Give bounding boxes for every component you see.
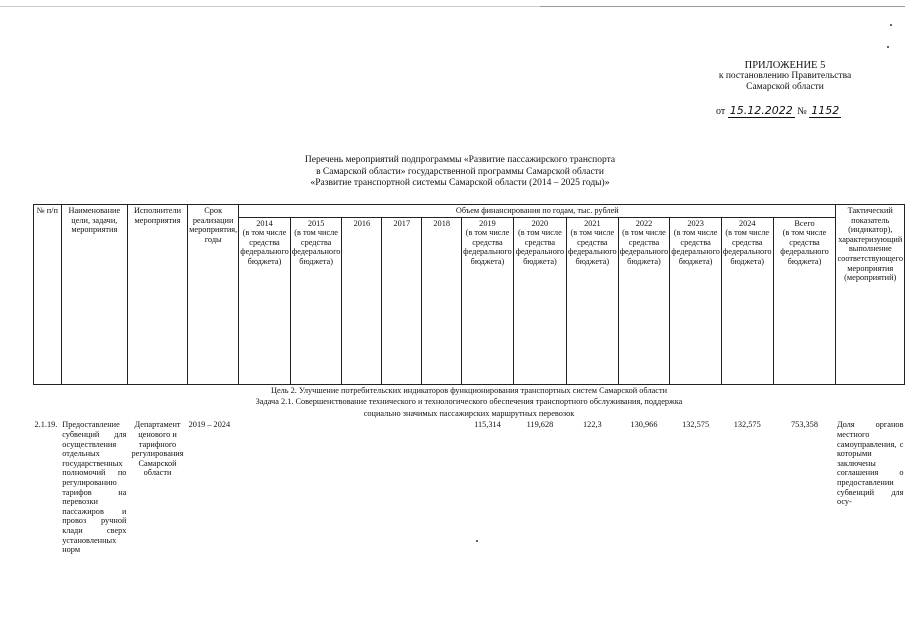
year-label: 2018 <box>433 218 450 228</box>
header-year <box>567 217 619 384</box>
year-label: 2016 <box>353 218 371 228</box>
scan-speck <box>476 540 478 542</box>
row-number: 2.1.19. <box>34 420 58 430</box>
row-total: 753,358 <box>791 420 818 430</box>
year-note: (в том числе средства федерального бюджета) <box>240 228 289 266</box>
appendix-title: ПРИЛОЖЕНИЕ 5 <box>744 60 826 71</box>
goal-row: Цель 2. Улучшение потребительских индикаторов функционирования транспортных систем Самарской области <box>270 385 668 395</box>
appendix-header <box>700 60 870 93</box>
header-year <box>342 217 382 384</box>
header-funding: Объем финансирования по годам, тыс. рублей <box>239 205 836 218</box>
document-title <box>250 155 670 190</box>
header-year <box>239 217 291 384</box>
title-line: «Развитие транспортной системы Самарской области (2014 – 2025 годы)» <box>310 178 610 188</box>
row-value <box>239 419 291 555</box>
top-scan-line-dark <box>540 6 905 7</box>
row-indicator: Доля органов местного самоуправления, с которыми заключены соглашения о предоставлении субвенций для осу- <box>836 420 904 507</box>
year-label: 2015 <box>307 218 325 228</box>
header-year <box>462 217 514 384</box>
row-term: 2019 – 2024 <box>188 420 231 430</box>
header-executors: Исполнители мероприятия <box>127 205 187 385</box>
row-value: 122,3 <box>583 420 602 430</box>
decree-date-line <box>716 104 841 117</box>
year-label: 2021 <box>584 218 601 228</box>
year-note: (в том числе средства федерального бюджета) <box>722 228 772 266</box>
row-value: 130,966 <box>630 420 658 430</box>
year-note: (в том числе средства федерального бюджета) <box>463 228 512 266</box>
scan-speck <box>887 46 889 48</box>
year-note: (в том числе средства федерального бюджета) <box>568 228 617 266</box>
year-note: (в том числе средства федерального бюджета) <box>515 228 565 266</box>
header-year <box>382 217 422 384</box>
appendix-line: Самарской области <box>746 82 824 92</box>
header-indicator: Тактический показатель (индикатор), характеризующий выполнение соответствующего мероприятия (мероприятий) <box>836 205 905 385</box>
row-value <box>342 419 382 555</box>
year-label: 2017 <box>393 218 411 228</box>
year-label: 2023 <box>687 218 704 228</box>
row-value: 132,575 <box>682 420 710 430</box>
header-number: № п/п <box>34 205 62 385</box>
row-executor: Департамент ценового и тарифного регулирования Самарской области <box>131 420 184 478</box>
year-label: 2024 <box>738 218 756 228</box>
year-label: 2020 <box>531 218 549 228</box>
row-value <box>382 419 422 555</box>
handwritten-date: 15.12.2022 <box>729 104 793 117</box>
row-name: Предоставление субвенций для осуществления отдельных государственных полномочий по регулированию тарифов на перевозки пассажиров и провоз ручной клади сверх установленных норм <box>62 420 127 555</box>
table-row <box>34 419 905 555</box>
number-label: № <box>797 106 807 117</box>
year-label: 2019 <box>479 218 496 228</box>
scan-speck <box>890 24 892 26</box>
header-term: Срок реализации мероприятия, годы <box>188 205 239 385</box>
header-year <box>422 217 462 384</box>
year-note: (в том числе средства федерального бюджета) <box>291 228 341 266</box>
row-value: 115,314 <box>474 420 501 430</box>
header-year <box>513 217 566 384</box>
year-note: (в том числе средства федерального бюджета) <box>671 228 720 266</box>
year-label: Всего <box>794 218 815 228</box>
task-row-line: социально значимых пассажирских маршрутных перевозок <box>363 408 575 418</box>
row-value <box>422 419 462 555</box>
header-year <box>721 217 773 384</box>
measures-table <box>33 204 905 556</box>
header-year <box>670 217 722 384</box>
title-line: в Самарской области» государственной программы Самарской области <box>316 166 604 177</box>
header-year <box>618 217 670 384</box>
row-value <box>290 419 342 555</box>
row-value: 119,628 <box>526 420 554 430</box>
year-label: 2022 <box>635 218 653 228</box>
title-line: Перечень мероприятий подпрограммы «Развитие пассажирского транспорта <box>304 155 616 165</box>
year-note: (в том числе средства федерального бюджета) <box>619 228 669 266</box>
year-note: (в том числе средства федерального бюджета) <box>780 228 829 266</box>
row-value: 132,575 <box>733 420 761 430</box>
year-label: 2014 <box>256 218 273 228</box>
handwritten-number: 1152 <box>811 104 840 117</box>
date-prefix: от <box>716 106 726 117</box>
header-year <box>290 217 342 384</box>
header-total <box>773 217 836 384</box>
task-row-line: Задача 2.1. Совершенствование технического и технологического обеспечения транспортного обслуживания, поддержка <box>255 397 683 407</box>
header-name: Наименование цели, задачи, мероприятия <box>61 205 127 385</box>
appendix-line: к постановлению Правительства <box>718 71 852 81</box>
